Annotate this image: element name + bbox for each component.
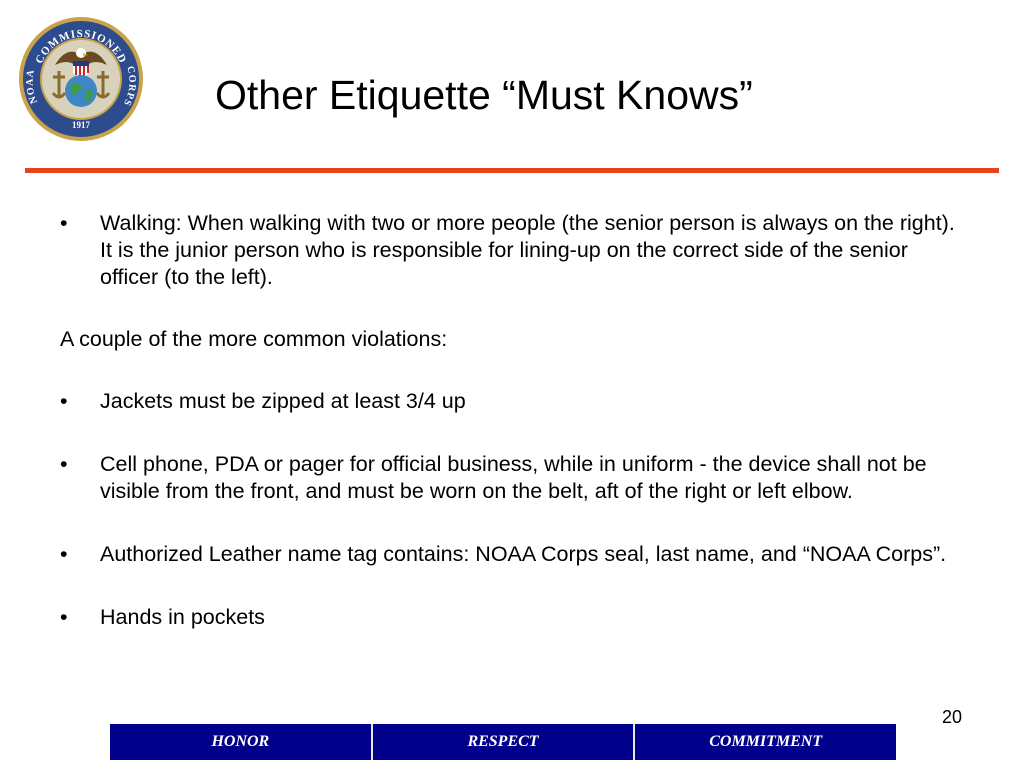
slide-title: Other Etiquette “Must Knows” — [215, 72, 753, 118]
violations-intro: A couple of the more common violations: — [60, 327, 448, 351]
bullet-jackets — [60, 388, 960, 415]
svg-text:CORPS: CORPS — [120, 64, 138, 109]
bullet-text: Authorized Leather name tag contains: NOAA Corps seal, last name, and “NOAA Corps”. — [100, 542, 947, 566]
bullet-mark: • — [60, 389, 68, 413]
bullet-mark: • — [60, 211, 68, 235]
footer-commitment: COMMITMENT — [635, 724, 896, 760]
bullet-mark: • — [60, 605, 68, 629]
svg-text:NOAA: NOAA — [24, 68, 41, 106]
bullet-name-tag — [60, 541, 960, 568]
bullet-mark: • — [60, 452, 68, 476]
footer-honor: HONOR — [110, 724, 371, 760]
page-number: 20 — [941, 707, 962, 727]
svg-text:1917: 1917 — [72, 120, 90, 130]
bullet-hands — [60, 604, 960, 631]
bullet-cell-phone — [60, 451, 960, 505]
noaa-corps-seal-logo — [17, 15, 145, 143]
core-values-footer — [110, 724, 896, 760]
bullet-text: Hands in pockets — [100, 605, 265, 629]
footer-respect: RESPECT — [373, 724, 634, 760]
slide-body — [60, 210, 960, 631]
bullet-walking — [60, 210, 960, 291]
bullet-text: Walking: When walking with two or more people (the senior person is always on the right). It is the junior person who is responsible for lining-up on the correct side of the senior officer (to the left). — [100, 211, 955, 289]
bullet-text: Cell phone, PDA or pager for official business, while in uniform - the device shall not be visible from the front, and must be worn on the belt, aft of the right or left elbow. — [100, 452, 927, 503]
title-divider — [25, 168, 999, 173]
bullet-text: Jackets must be zipped at least 3/4 up — [100, 389, 466, 413]
svg-text:COMMISSIONED: COMMISSIONED — [33, 27, 129, 66]
bullet-mark: • — [60, 542, 68, 566]
